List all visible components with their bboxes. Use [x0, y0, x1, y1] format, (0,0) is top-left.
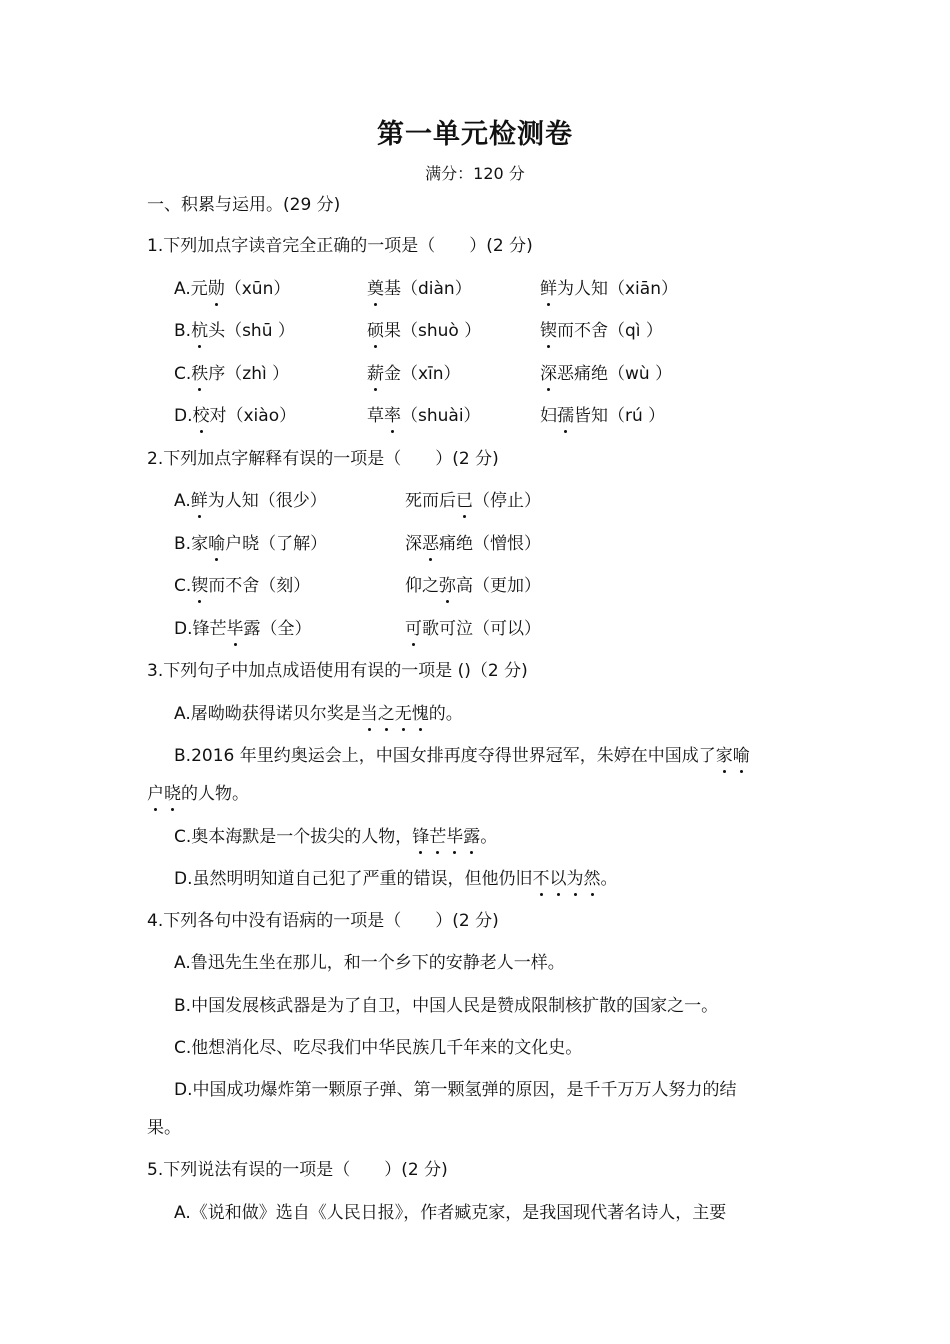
question-1-option-b-word-1: B.杭头（shū ） — [174, 321, 295, 341]
question-2-stem: 2.下列加点字解释有误的一项是（ ）(2 分) — [147, 449, 499, 469]
question-2-option-c-item-1: C.锲而不舍（刻） — [174, 576, 311, 596]
question-3-option-d: D.虽然明明知道自己犯了严重的错误，但他仍旧不以为然。 — [174, 869, 618, 889]
question-3-stem: 3.下列句子中加点成语使用有误的一项是 ()（2 分) — [147, 661, 528, 681]
question-1-option-a-word-1: A.元勋（xūn） — [174, 279, 291, 299]
question-2-option-d-item-2: 可歌可泣（可以） — [405, 619, 541, 639]
question-1-option-c-word-1: C.秩序（zhì ） — [174, 364, 290, 384]
score-total: 满分：120 分 — [425, 164, 525, 183]
question-1-option-d-word-1: D.校对（xiào） — [174, 406, 297, 426]
question-1-option-d-word-3: 妇孺皆知（rú ） — [540, 406, 666, 426]
question-1-option-b-word-2: 硕果（shuò ） — [367, 321, 482, 341]
question-3-option-b-line1: B.2016 年里约奥运会上，中国女排再度夺得世界冠军，朱婷在中国成了家喻 — [174, 746, 750, 766]
question-5-option-a-line1: A.《说和做》选自《人民日报》，作者臧克家，是我国现代著名诗人，主要 — [174, 1203, 727, 1223]
question-2-option-b-item-2: 深恶痛绝（憎恨） — [405, 534, 541, 554]
question-4-option-d-line1: D.中国成功爆炸第一颗原子弹、第一颗氢弹的原因，是千千万万人努力的结 — [174, 1080, 737, 1100]
question-1-stem: 1.下列加点字读音完全正确的一项是（ ）(2 分) — [147, 236, 533, 256]
question-2-option-d-item-1: D.锋芒毕露（全） — [174, 619, 312, 639]
question-1-option-a-word-2: 奠基（diàn） — [367, 279, 472, 299]
question-1-option-c-word-2: 薪金（xīn） — [367, 364, 461, 384]
question-4-option-b: B.中国发展核武器是为了自卫，中国人民是赞成限制核扩散的国家之一。 — [174, 996, 719, 1016]
question-3-option-a: A.屠呦呦获得诺贝尔奖是当之无愧的。 — [174, 704, 463, 724]
section-heading: 一、积累与运用。(29 分) — [147, 195, 341, 215]
question-4-option-a: A.鲁迅先生坐在那儿，和一个乡下的安静老人一样。 — [174, 953, 565, 973]
question-2-option-a-item-2: 死而后已（停止） — [405, 491, 541, 511]
question-1-option-b-word-3: 锲而不舍（qì ） — [540, 321, 663, 341]
question-2-option-b-item-1: B.家喻户晓（了解） — [174, 534, 328, 554]
question-3-option-b-line2: 户晓的人物。 — [147, 784, 249, 804]
question-4-option-d-line2: 果。 — [147, 1118, 181, 1138]
question-5-stem: 5.下列说法有误的一项是（ ）(2 分) — [147, 1160, 448, 1180]
question-1-option-a-word-3: 鲜为人知（xiān） — [540, 279, 678, 299]
question-2-option-c-item-2: 仰之弥高（更加） — [405, 576, 541, 596]
question-4-stem: 4.下列各句中没有语病的一项是（ ）(2 分) — [147, 911, 499, 931]
page-title: 第一单元检测卷 — [377, 119, 573, 150]
question-2-option-a-item-1: A.鲜为人知（很少） — [174, 491, 327, 511]
question-4-option-c: C.他想消化尽、吃尽我们中华民族几千年来的文化史。 — [174, 1038, 583, 1058]
question-1-option-c-word-3: 深恶痛绝（wù ） — [540, 364, 673, 384]
question-3-option-c: C.奥本海默是一个拔尖的人物，锋芒毕露。 — [174, 827, 498, 847]
question-1-option-d-word-2: 草率（shuài） — [367, 406, 481, 426]
